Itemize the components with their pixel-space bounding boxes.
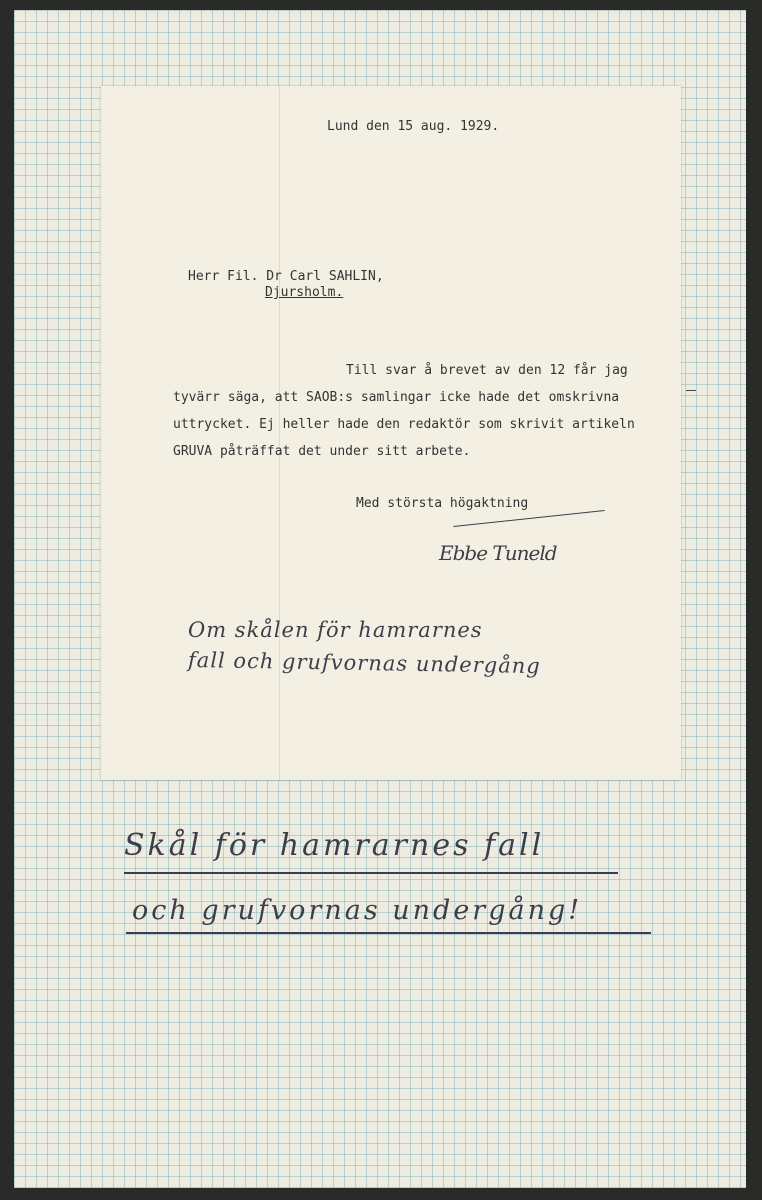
handwritten-heading-line-1: Skål för hamrarnes fall xyxy=(124,828,545,863)
letter-date: Lund den 15 aug. 1929. xyxy=(327,119,500,134)
body-line-3: uttrycket. Ej heller hade den redaktör som skrivit artikeln xyxy=(173,417,635,432)
fold-crease xyxy=(279,86,280,780)
underline-1 xyxy=(124,872,618,874)
handwritten-note-line-2: fall och grufvornas undergång xyxy=(187,647,541,679)
letter-closing: Med största högaktning xyxy=(356,496,529,511)
underline-2 xyxy=(126,932,651,934)
recipient-name: Herr Fil. Dr Carl SAHLIN, xyxy=(188,269,384,284)
body-line-2: tyvärr säga, att SAOB:s samlingar icke hade det omskrivna xyxy=(173,390,620,405)
recipient-place: Djursholm. xyxy=(265,285,344,300)
graph-paper-sheet xyxy=(14,10,746,1188)
handwritten-note-line-1: Om skålen för hamrarnes xyxy=(188,618,483,642)
margin-mark xyxy=(686,390,696,391)
typed-letter xyxy=(101,86,681,780)
body-line-4: GRUVA påträffat det under sitt arbete. xyxy=(173,444,471,459)
signature: Ebbe Tuneld xyxy=(439,541,557,565)
signature-stroke xyxy=(453,510,604,527)
body-line-1: Till svar å brevet av den 12 får jag xyxy=(346,363,628,378)
handwritten-heading-line-2: och grufvornas undergång! xyxy=(132,895,583,926)
